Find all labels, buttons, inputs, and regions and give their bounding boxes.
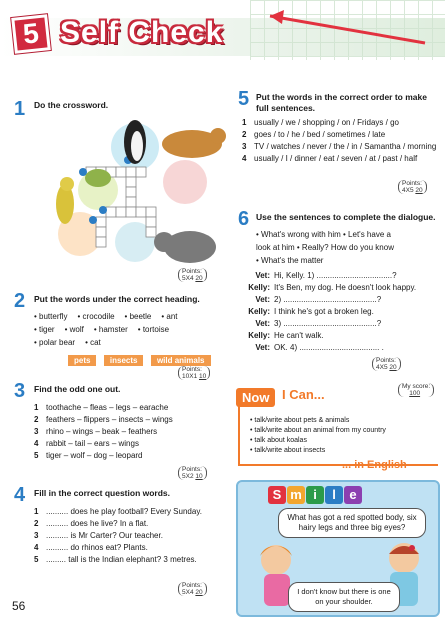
list-item: 1 usually / we / shopping / on / Fridays / go — [242, 118, 399, 127]
section-3-list — [34, 402, 224, 462]
list-item: • talk/write about an animal from my country — [250, 426, 386, 436]
section-5-list — [242, 117, 437, 165]
section-1-number: 1 — [14, 98, 26, 120]
page-number: 56 — [12, 599, 26, 613]
list-item: 1 toothache – fleas – legs – earache — [34, 403, 169, 412]
dialogue-line: Vet: OK. 4) .................................... . — [255, 343, 384, 352]
section-6-options: • What's wrong with him • Let's have a look at him • Really? How do you know • What's the matter — [256, 230, 394, 265]
section-6-dialogue — [236, 270, 440, 354]
smile-letter: i — [306, 486, 324, 504]
section-2-title: Put the words under the correct heading. — [34, 294, 200, 304]
list-item: • talk about koalas — [250, 436, 386, 446]
heading-wild-animals: wild animals — [151, 355, 211, 366]
in-english-label: ... in English — [342, 459, 407, 471]
i-can-title: I Can... — [282, 387, 325, 402]
section-6-points: Points: 4X5 20 — [372, 357, 401, 371]
arrow-decoration-icon — [240, 8, 430, 48]
smile-joke-box — [236, 480, 440, 617]
section-4-list — [34, 506, 229, 566]
section-2-points: Points: 10X1 10 — [178, 366, 210, 380]
dialogue-line: Kelly: I think he's got a broken leg. — [248, 307, 374, 316]
heading-pets: pets — [68, 355, 96, 366]
list-item: 5 tiger – wolf – dog – leopard — [34, 451, 143, 460]
dialogue-line: Vet: Hi, Kelly. 1) ..................................? — [255, 271, 397, 280]
section-5-points: Points: 4X5 20 — [398, 180, 427, 194]
section-3-title: Find the odd one out. — [34, 384, 121, 394]
section-1-points: Points: 5X4 20 — [178, 268, 207, 282]
unit-number-badge: 5 — [11, 14, 51, 54]
list-item: 3 TV / watches / never / the / in / Samantha / morning — [242, 142, 437, 151]
section-5-number: 5 — [238, 88, 250, 110]
dialogue-line: Vet: 3) ..........................................? — [255, 319, 382, 328]
section-3-number: 3 — [14, 380, 26, 402]
section-4-title: Fill in the correct question words. — [34, 488, 171, 498]
answer-bubble: I don't know but there is one on your shoulder. — [288, 582, 400, 612]
list-item: 4 .......... do rhinos eat? Plants. — [34, 543, 148, 552]
smile-letter: e — [344, 486, 362, 504]
section-4-number: 4 — [14, 484, 26, 506]
section-2-number: 2 — [14, 290, 26, 312]
crossword-illustration — [40, 112, 230, 274]
section-4-points: Points: 5X4 20 — [178, 582, 207, 596]
list-item: 4 usually / I / dinner / eat / seven / at / past / half — [242, 154, 418, 163]
smile-letter: S — [268, 486, 286, 504]
section-5-title: Put the words in the correct order to make full sentences. — [256, 92, 427, 113]
i-can-list — [250, 416, 386, 456]
list-item: 3 .......... is Mr Carter? Our teacher. — [34, 531, 163, 540]
section-6-title: Use the sentences to complete the dialogue. — [256, 212, 436, 222]
dialogue-line: Vet: 2) ..........................................? — [255, 295, 382, 304]
question-bubble: What has got a red spotted body, six hairy legs and three big eyes? — [278, 508, 426, 538]
dialogue-line: Kelly: He can't walk. — [248, 331, 324, 340]
my-score-box: My score: 100 — [398, 383, 434, 397]
heading-insects: insects — [104, 355, 144, 366]
list-item: 4 rabbit – tail – ears – wings — [34, 439, 139, 448]
section-2-word-bank: • butterfly • crocodile • beetle • ant • tiger • wolf • hamster • tortoise • polar bear • cat — [34, 312, 178, 347]
list-item: 3 rhino – wings – beak – feathers — [34, 427, 158, 436]
section-1-title: Do the crossword. — [34, 100, 109, 110]
smile-logo — [268, 486, 363, 504]
section-3-points: Points: 5X2 10 — [178, 466, 207, 480]
list-item: • talk/write about insects — [250, 446, 386, 456]
list-item: 5 ......... tall is the Indian elephant? 3 metres. — [34, 555, 197, 564]
section-6-number: 6 — [238, 208, 250, 230]
page-title: Self Check — [60, 16, 224, 49]
list-item: 1 .......... does he play football? Every Sunday. — [34, 507, 202, 516]
now-badge: Now — [236, 388, 275, 407]
dialogue-line: Kelly: It's Ben, my dog. He doesn't look happy. — [248, 283, 417, 292]
smile-letter: m — [287, 486, 305, 504]
list-item: • talk/write about pets & animals — [250, 416, 386, 426]
list-item: 2 goes / to / he / bed / sometimes / late — [242, 130, 386, 139]
smile-letter: l — [325, 486, 343, 504]
list-item: 2 feathers – flippers – insects – wings — [34, 415, 173, 424]
list-item: 2 .......... does he live? In a flat. — [34, 519, 149, 528]
